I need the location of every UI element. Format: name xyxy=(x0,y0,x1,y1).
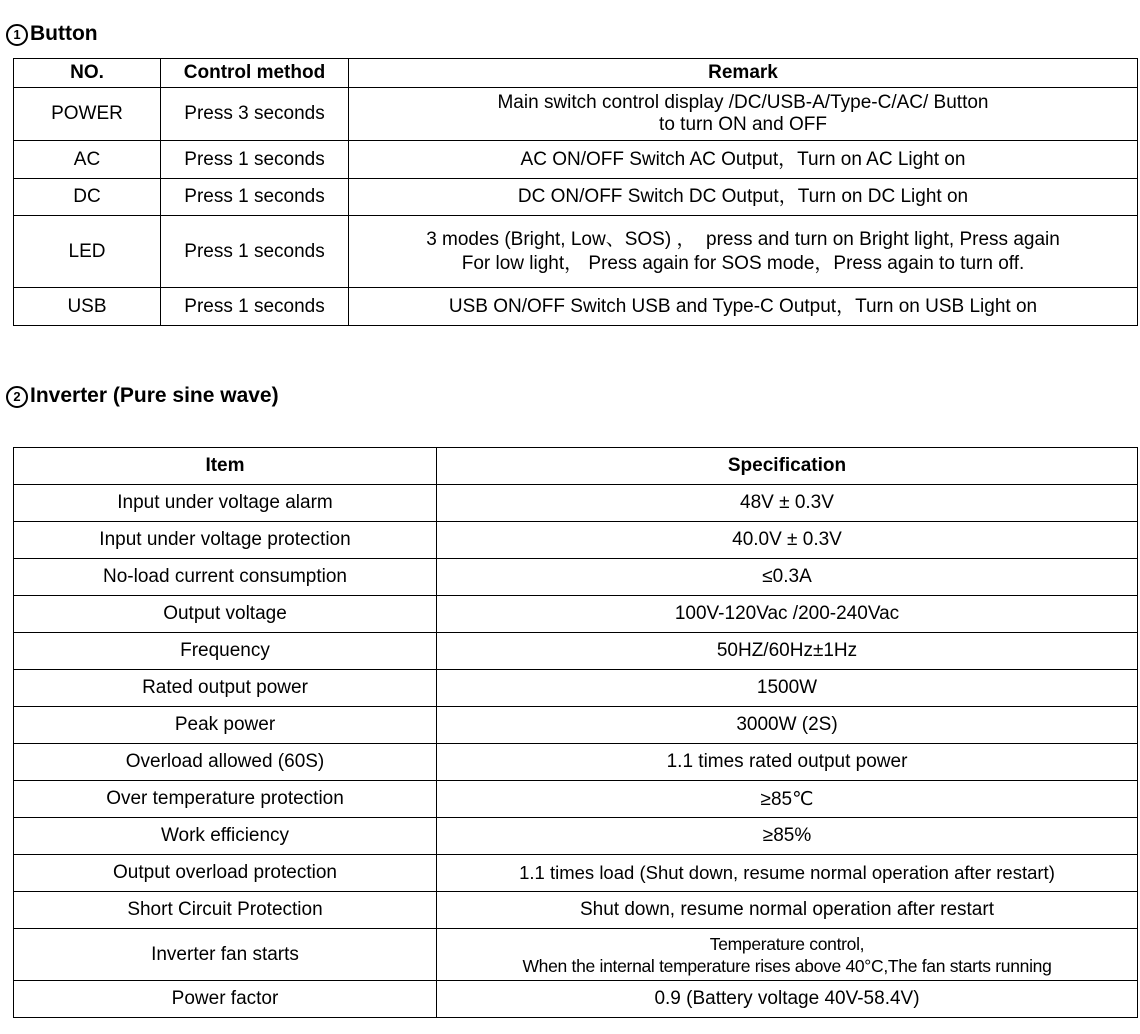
control-method-cell: Press 1 seconds xyxy=(161,141,349,179)
remark-cell: 3 modes (Bright, Low、SOS) ， press and turn on Bright light, Press again For low light， Press again for SOS mode，Press again to turn off. xyxy=(349,216,1138,288)
column-header-no: NO. xyxy=(14,59,161,88)
table-row xyxy=(14,892,1138,929)
spec-cell: 3000W (2S) xyxy=(437,707,1138,744)
table-header-row xyxy=(14,448,1138,485)
button-no-cell: DC xyxy=(14,179,161,216)
spec-cell: 48V ± 0.3V xyxy=(437,485,1138,522)
item-cell: Output overload protection xyxy=(14,855,437,892)
item-cell: Power factor xyxy=(14,981,437,1018)
column-header-remark: Remark xyxy=(349,59,1138,88)
spec-cell: ≥85℃ xyxy=(437,781,1138,818)
button-no-cell: USB xyxy=(14,288,161,326)
item-cell: Output voltage xyxy=(14,596,437,633)
item-cell: Over temperature protection xyxy=(14,781,437,818)
table-row xyxy=(14,559,1138,596)
inverter-spec-table xyxy=(13,447,1138,1018)
column-header-specification: Specification xyxy=(437,448,1138,485)
remark-cell: Main switch control display /DC/USB-A/Type-C/AC/ Button to turn ON and OFF xyxy=(349,88,1138,141)
spec-cell: 0.9 (Battery voltage 40V-58.4V) xyxy=(437,981,1138,1018)
table-row xyxy=(14,288,1138,326)
button-no-cell: AC xyxy=(14,141,161,179)
spec-cell: Shut down, resume normal operation after restart xyxy=(437,892,1138,929)
table-row xyxy=(14,216,1138,288)
spec-cell: Temperature control, When the internal temperature rises above 40°C,The fan starts running xyxy=(437,929,1138,981)
item-cell: Rated output power xyxy=(14,670,437,707)
table-row xyxy=(14,670,1138,707)
control-method-cell: Press 1 seconds xyxy=(161,288,349,326)
remark-cell: DC ON/OFF Switch DC Output，Turn on DC Light on xyxy=(349,179,1138,216)
spec-cell: ≥85% xyxy=(437,818,1138,855)
table-row xyxy=(14,179,1138,216)
spec-cell: 1500W xyxy=(437,670,1138,707)
table-row xyxy=(14,929,1138,981)
remark-cell: USB ON/OFF Switch USB and Type-C Output，Turn on USB Light on xyxy=(349,288,1138,326)
item-cell: Inverter fan starts xyxy=(14,929,437,981)
item-cell: Short Circuit Protection xyxy=(14,892,437,929)
section-title-inverter xyxy=(6,384,279,408)
button-no-cell: POWER xyxy=(14,88,161,141)
table-row xyxy=(14,88,1138,141)
column-header-item: Item xyxy=(14,448,437,485)
section-title-text: Button xyxy=(30,22,98,45)
table-row xyxy=(14,744,1138,781)
section-title-button xyxy=(6,22,98,46)
button-table xyxy=(13,58,1138,326)
control-method-cell: Press 3 seconds xyxy=(161,88,349,141)
item-cell: Input under voltage protection xyxy=(14,522,437,559)
control-method-cell: Press 1 seconds xyxy=(161,179,349,216)
table-row xyxy=(14,633,1138,670)
spec-cell: 1.1 times rated output power xyxy=(437,744,1138,781)
spec-cell: 50HZ/60Hz±1Hz xyxy=(437,633,1138,670)
item-cell: Peak power xyxy=(14,707,437,744)
spec-cell: ≤0.3A xyxy=(437,559,1138,596)
section-title-text: Inverter (Pure sine wave) xyxy=(30,384,279,407)
item-cell: No-load current consumption xyxy=(14,559,437,596)
spec-cell: 40.0V ± 0.3V xyxy=(437,522,1138,559)
control-method-cell: Press 1 seconds xyxy=(161,216,349,288)
table-row xyxy=(14,522,1138,559)
table-header-row xyxy=(14,59,1138,88)
remark-cell: AC ON/OFF Switch AC Output，Turn on AC Light on xyxy=(349,141,1138,179)
item-cell: Overload allowed (60S) xyxy=(14,744,437,781)
table-row xyxy=(14,818,1138,855)
circled-number-2: 2 xyxy=(6,386,28,408)
item-cell: Frequency xyxy=(14,633,437,670)
table-row xyxy=(14,485,1138,522)
spec-cell: 100V-120Vac /200-240Vac xyxy=(437,596,1138,633)
column-header-control-method: Control method xyxy=(161,59,349,88)
table-row xyxy=(14,781,1138,818)
button-no-cell: LED xyxy=(14,216,161,288)
table-row xyxy=(14,855,1138,892)
table-row xyxy=(14,707,1138,744)
table-row xyxy=(14,141,1138,179)
spec-cell: 1.1 times load (Shut down, resume normal operation after restart) xyxy=(437,855,1138,892)
table-row xyxy=(14,981,1138,1018)
item-cell: Input under voltage alarm xyxy=(14,485,437,522)
item-cell: Work efficiency xyxy=(14,818,437,855)
table-row xyxy=(14,596,1138,633)
circled-number-1: 1 xyxy=(6,24,28,46)
